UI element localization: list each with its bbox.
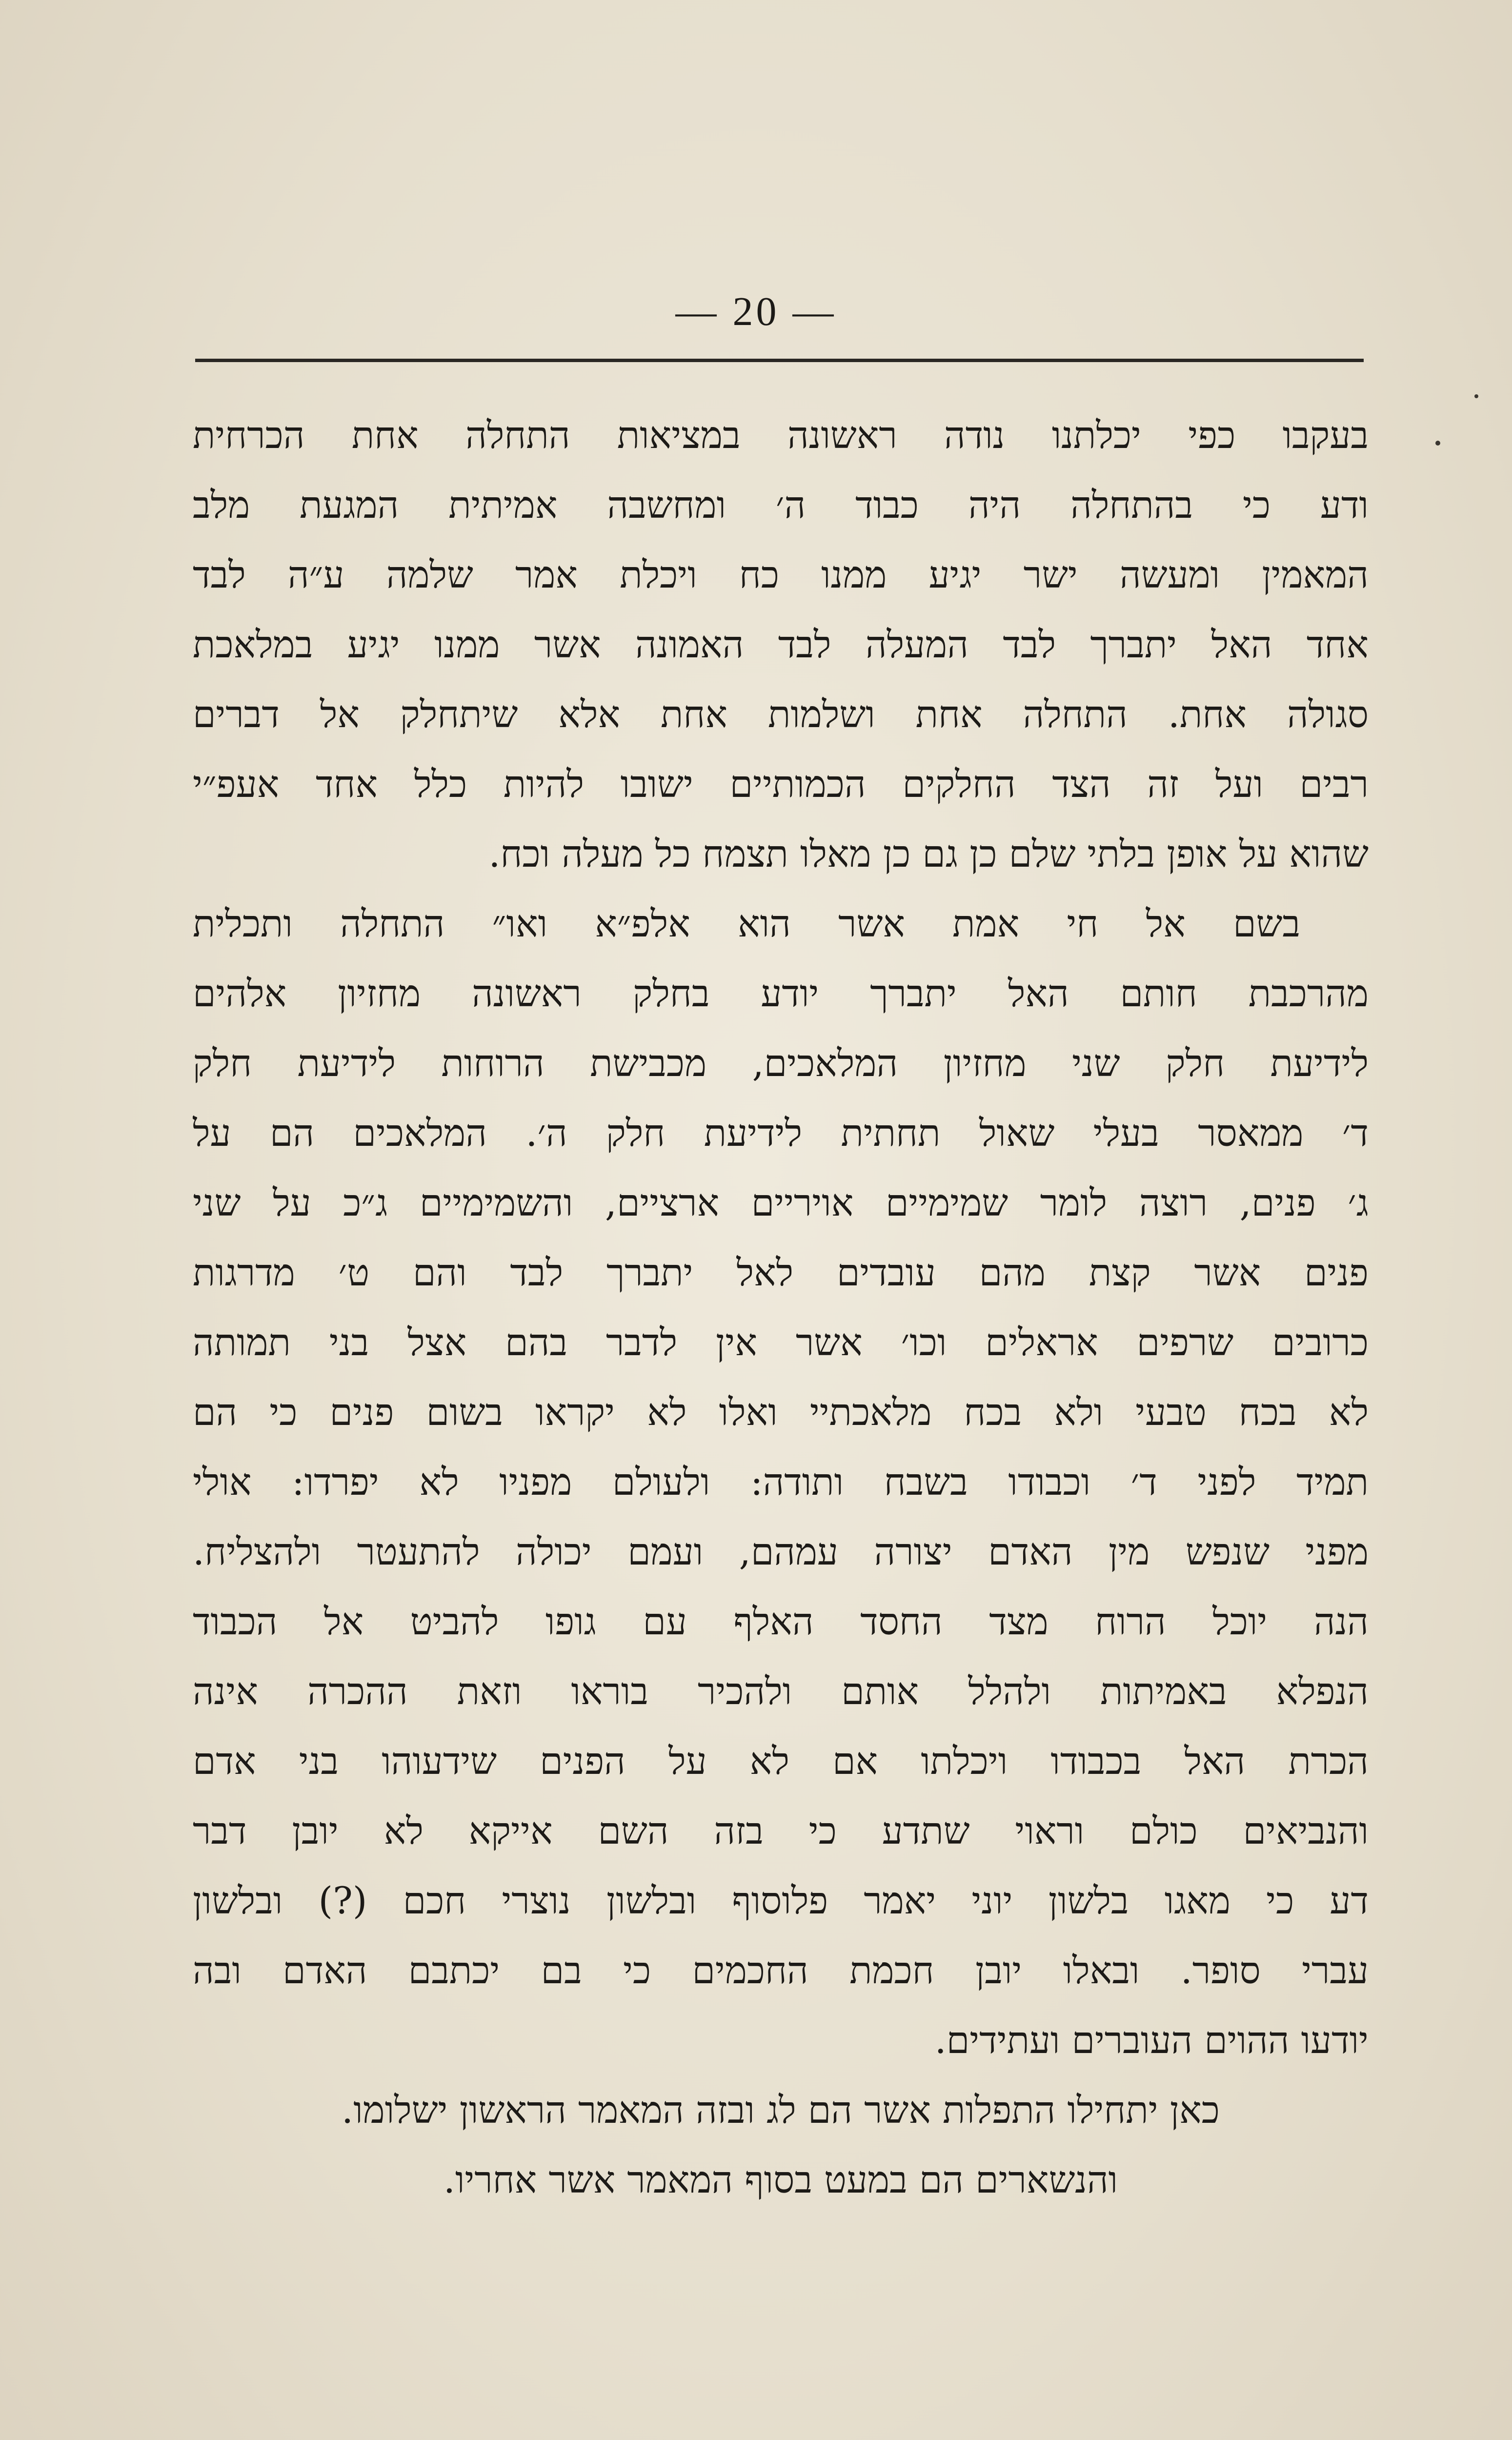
text-line: והנביאים כולם וראוי שתדע כי בזה השם אייקא לא יובן דבר <box>193 1809 1369 1852</box>
body-text <box>193 400 1369 2215</box>
text-line: דע כי מאגו בלשון יוני יאמר פלוסוף ובלשון נוצרי חכם (?) ובלשון <box>193 1879 1369 1922</box>
paper-speck <box>1474 394 1478 398</box>
text-line: שהוא על אופן בלתי שלם כן גם כן מאלו תצמח כל מעלה וכח. <box>488 832 1369 875</box>
text-line: בעקבו כפי יכלתנו נודה ראשונה במציאות התחלה אחת הכרחית <box>193 413 1369 457</box>
text-line: ודע כי בהתחלה היה כבוד ה׳ ומחשבה אמיתית המגעת מלב <box>193 483 1369 527</box>
text-line: הכרת האל בכבודו ויכלתו אם לא על הפנים שידעוהו בני אדם <box>193 1739 1369 1783</box>
header-rule <box>195 359 1364 362</box>
text-line: ג׳ פנים, רוצה לומר שמימיים אויריים ארציים, והשמימיים ג״כ על שני <box>193 1181 1369 1224</box>
text-line: והנשארים הם במעט בסוף המאמר אשר אחריו. <box>443 2158 1118 2201</box>
text-line: תמיד לפני ד׳ וכבודו בשבח ותודה: ולעולם מפניו לא יפרדו: אולי <box>193 1460 1369 1504</box>
paper-speck <box>1435 441 1440 446</box>
text-line: רבים ועל זה הצד החלקים הכמותיים ישובו להיות כלל אחד אעפ״י <box>193 762 1369 806</box>
text-line: לידיעת חלק שני מחזיון המלאכים, מכבישת הרוחות לידיעת חלק <box>193 1041 1369 1085</box>
text-line: המאמין ומעשה ישר יגיע ממנו כח ויכלת אמר שלמה ע״ה לבד <box>193 553 1369 596</box>
text-line: מהרכבת חותם האל יתברך יודע בחלק ראשונה מחזיון אלהים <box>193 972 1369 1015</box>
text-line: פנים אשר קצת מהם עובדים לאל יתברך לבד והם ט׳ מדרגות <box>193 1251 1369 1294</box>
text-line: מפני שנפש מין האדם יצורה עמהם, ועמם יכולה להתעטר ולהצליח. <box>193 1530 1369 1573</box>
text-line: יודעו ההוים העוברים ועתידים. <box>934 2018 1369 2062</box>
page-number: — 20 — <box>675 289 837 334</box>
text-line: ד׳ ממאסר בעלי שאול תחתית לידיעת חלק ה׳. המלאכים הם על <box>193 1111 1369 1155</box>
text-line: כאן יתחילו התפלות אשר הם לג ובזה המאמר הראשון ישלומו. <box>342 2088 1220 2132</box>
text-line: לא בכח טבעי ולא בכח מלאכתיי ואלו לא יקראו בשום פנים כי הם <box>193 1390 1369 1434</box>
text-line: בשם אל חי אמת אשר הוא אלפ״א ואו״ התחלה ותכלית <box>193 902 1300 945</box>
text-line: סגולה אחת. התחלה אחת ושלמות אחת אלא שיתחלק אל דברים <box>193 692 1369 736</box>
text-line: עברי סופר. ובאלו יובן חכמת החכמים כי בם יכתבם האדם ובה <box>193 1949 1369 1992</box>
text-line: אחד האל יתברך לבד המעלה לבד האמונה אשר ממנו יגיע במלאכת <box>193 623 1369 666</box>
text-line: הנה יוכל הרוח מצד החסד האלף עם גופו להביט אל הכבוד <box>193 1600 1369 1643</box>
text-line: הנפלא באמיתות ולהלל אותם ולהכיר בוראו וזאת ההכרה אינה <box>193 1669 1369 1713</box>
text-line: כרובים שרפים אראלים וכו׳ אשר אין לדבר בהם אצל בני תמותה <box>193 1321 1369 1364</box>
